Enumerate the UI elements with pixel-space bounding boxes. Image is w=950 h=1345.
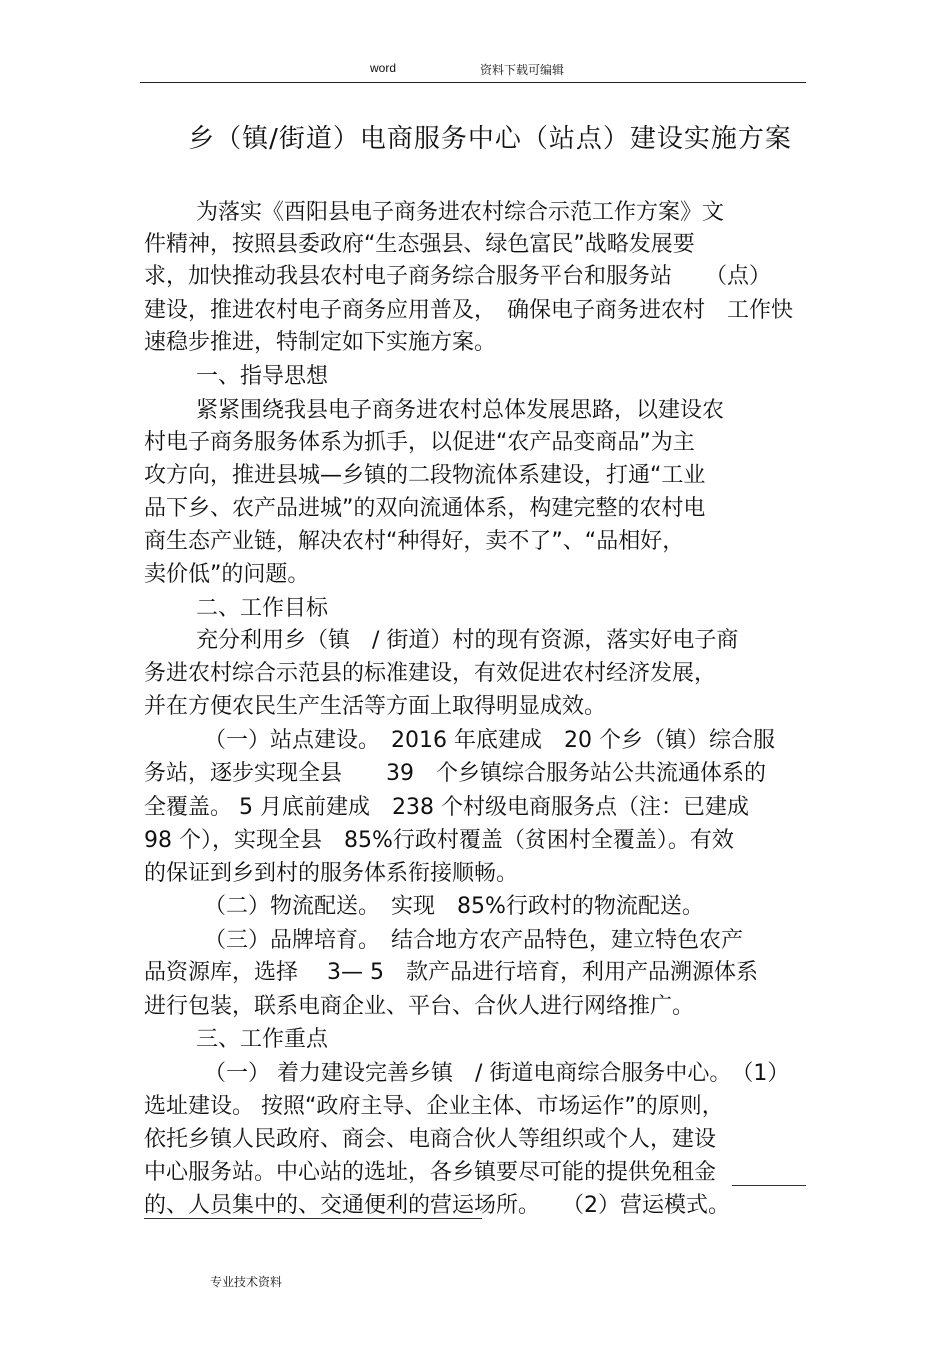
paragraph-line: 攻方向，推进县城—乡镇的二段物流体系建设，打通“工业 <box>144 463 706 488</box>
paragraph-line: 进行包装，联系电商企业、平台、合伙人进行网络推广。 <box>144 994 695 1019</box>
section-heading: 一、指导思想 <box>196 364 329 389</box>
header-label: word <box>370 61 397 75</box>
paragraph-line: 紧紧围绕我县电子商务进农村总体发展思路，以建设农 <box>196 398 725 423</box>
paragraph-line: 卖价低”的问题。 <box>144 562 310 587</box>
paragraph-line: 商生态产业链，解决农村“种得好，卖不了”、“品相好， <box>144 529 685 554</box>
header-caption: 资料下载可编辑 <box>480 63 565 77</box>
section-heading: 三、工作重点 <box>196 1027 329 1052</box>
paragraph-line: 速稳步推进，特制定如下实施方案。 <box>144 330 497 355</box>
paragraph-line: 村电子商务服务体系为抓手，以促进“农产品变商品”为主 <box>144 430 695 455</box>
paragraph-line: 为落实《酉阳县电子商务进农村综合示范工作方案》文 <box>196 200 725 225</box>
paragraph-line: 的保证到乡到村的服务体系衔接顺畅。 <box>144 861 519 886</box>
paragraph-line: （三）品牌培育。 结合地方农产品特色，建立特色农产 <box>204 928 744 953</box>
paragraph-line: 务站，逐步实现全县 39 个乡镇综合服务站公共流通体系的 <box>144 761 766 786</box>
paragraph-line: 品下乡、农产品进城”的双向流通体系，构建完整的农村电 <box>144 496 706 521</box>
paragraph-line: 务进农村综合示范县的标准建设，有效促进农村经济发展， <box>144 661 717 686</box>
paragraph-line: 充分利用乡（镇 / 街道）村的现有资源，落实好电子商 <box>196 628 739 653</box>
page-header <box>140 58 806 83</box>
paragraph-line: 中心服务站。中心站的选址，各乡镇要尽可能的提供免租金 <box>144 1160 717 1185</box>
section-heading: 二、工作目标 <box>196 596 329 621</box>
paragraph-line: 建设，推进农村电子商务应用普及， 确保电子商务进农村 工作快 <box>144 298 794 323</box>
paragraph-line: （二）物流配送。 实现 85%行政村的物流配送。 <box>204 894 704 919</box>
paragraph-line: （一） 着力建设完善乡镇 / 街道电商综合服务中心。 （1） <box>204 1061 790 1086</box>
paragraph-line: 品资源库，选择 3— 5 款产品进行培育，利用产品溯源体系 <box>144 960 758 985</box>
underline-rule <box>144 1218 482 1219</box>
paragraph-line: 选址建设。 按照“政府主导、企业主体、市场运作”的原则， <box>144 1094 724 1119</box>
paragraph-line: 并在方便农民生产生活等方面上取得明显成效。 <box>144 694 607 719</box>
paragraph-line: 的、人员集中的、交通便利的营运场所。 （2）营运模式。 <box>144 1193 730 1218</box>
paragraph-line: 依托乡镇人民政府、商会、电商合伙人等组织或个人，建设 <box>144 1127 717 1152</box>
paragraph-line: 98 个），实现全县 85%行政村覆盖（贫困村全覆盖）。有效 <box>144 828 734 853</box>
document-title: 乡（镇/街道）电商服务中心（站点）建设实施方案 <box>188 124 792 154</box>
underline-rule <box>732 1185 806 1186</box>
paragraph-line: （一）站点建设。 2016 年底建成 20 个乡（镇）综合服 <box>204 728 775 753</box>
paragraph-line: 全覆盖。 5 月底前建成 238 个村级电商服务点（注：已建成 <box>144 795 749 820</box>
paragraph-line: 求，加快推动我县农村电子商务综合服务平台和服务站 （点） <box>144 264 772 289</box>
paragraph-line: 件精神，按照县委政府“生态强县、绿色富民”战略发展要 <box>144 232 695 257</box>
page-footer: 专业技术资料 <box>210 1275 283 1289</box>
